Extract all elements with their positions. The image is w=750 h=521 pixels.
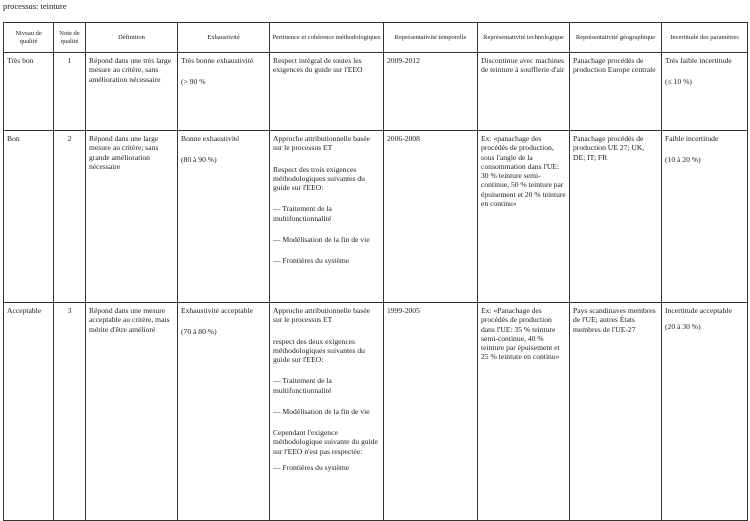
cell-geo: Panachage procédés de production UE 27; UK, DE; IT; FR <box>570 131 662 303</box>
header-row <box>4 23 748 53</box>
pertinence-item: — Modélisation de la fin de vie <box>273 234 370 244</box>
cell-pertinence <box>270 53 384 131</box>
cell-temporal: 2009-2012 <box>384 53 478 131</box>
pertinence-text: Respect intégral de toutes les exigences du guide sur l'EEO <box>273 56 363 75</box>
pertinence-item: — Traitement de la multifonctionnalité <box>273 204 332 223</box>
uncert-label: Incertitude acceptable <box>665 306 732 315</box>
uncert-label: Faible incertitude <box>665 134 719 143</box>
cell-exhaustivite <box>178 131 270 303</box>
header-temporelle: Représentativité temporelle <box>384 23 478 53</box>
exhaust-range: (70 à 80 %) <box>181 327 217 337</box>
cell-note: 3 <box>54 303 86 521</box>
uncert-range: (≤ 10 %) <box>665 77 692 87</box>
cell-uncertainty <box>662 303 748 521</box>
pertinence-item: — Frontières du système <box>273 462 350 472</box>
cell-techno: Discontinue avec machines de teinture à soufflerie d'air <box>478 53 570 131</box>
table-row <box>4 131 748 303</box>
cell-level: Très bon <box>4 53 54 131</box>
header-technologique: Représentativité technologique <box>478 23 570 53</box>
cell-geo: Pays scandinaves membres de l'UE; autres États membres de l'UE-27 <box>570 303 662 521</box>
cell-uncertainty <box>662 131 748 303</box>
exhaust-label: Très bonne exhaustivité <box>181 56 254 65</box>
cell-temporal: 1999-2005 <box>384 303 478 521</box>
cell-exhaustivite <box>178 53 270 131</box>
header-incertitude: Incertitude des paramètres <box>662 23 748 53</box>
header-note: Note de qualité <box>54 23 86 53</box>
data-quality-table <box>3 22 748 521</box>
cell-temporal: 2006-2008 <box>384 131 478 303</box>
cell-uncertainty <box>662 53 748 131</box>
pertinence-item: — Frontières du système <box>273 256 350 265</box>
uncert-label: Très faible incertitude <box>665 56 732 65</box>
cell-techno: Ex: «Panachage des procédés de production dans l'UE: 35 % teinture semi-continue, 40 % teinture par épuisement et 25 % teinture en continu» <box>478 303 570 521</box>
cell-level: Bon <box>4 131 54 303</box>
pertinence-text: respect des deux exigences méthodologiques suivantes du guide sur l'EEO: <box>273 336 365 364</box>
cell-definition: Répond dans une très large mesure au critère, sans amélioration nécessaire <box>86 53 178 131</box>
cell-geo: Panachage procédés de production Europe centrale <box>570 53 662 131</box>
cell-pertinence <box>270 131 384 303</box>
header-geographique: Représentativité géographique <box>570 23 662 53</box>
exhaust-label: Exhaustivité acceptable <box>181 306 253 315</box>
exhaust-range: (80 à 90 %) <box>181 155 217 165</box>
pertinence-text: Respect des trois exigences méthodologiques suivantes du guide sur l'EEO: <box>273 164 365 192</box>
pertinence-item: — Traitement de la multifonctionnalité <box>273 376 332 395</box>
cell-pertinence <box>270 303 384 521</box>
pertinence-text: Approche attributionnelle basée sur le processus ET <box>273 134 370 153</box>
cell-exhaustivite <box>178 303 270 521</box>
pertinence-item: — Modélisation de la fin de vie <box>273 406 370 416</box>
pertinence-text: Approche attributionnelle basée sur le processus ET <box>273 306 370 325</box>
cell-level: Acceptable <box>4 303 54 521</box>
header-exhaustivite: Exhaustivité <box>178 23 270 53</box>
exhaust-label: Bonne exhaustivité <box>181 134 240 143</box>
cell-definition: Répond dans une large mesure au critère; sans grande amélioration nécessaire <box>86 131 178 303</box>
header-pertinence: Pertinence et cohérence méthodologiques <box>270 23 384 53</box>
uncert-range: (10 à 20 %) <box>665 155 701 165</box>
cell-definition: Répond dans une mesure acceptable au critère, mais mérite d'être amélioré <box>86 303 178 521</box>
table-row <box>4 303 748 521</box>
table-caption: processus: teinture <box>3 1 67 11</box>
cell-note: 1 <box>54 53 86 131</box>
cell-techno: Ex: «panachage des procédés de production, sous l'angle de la consommation dans l'UE: 30 % teinture semi-continue, 50 % teinture par épuisement et 20 % teinture en continu» <box>478 131 570 303</box>
pertinence-text: Cependant l'exigence méthodologique suivante du guide sur l'EEO n'est pas respectée: <box>273 428 378 456</box>
header-definition: Définition <box>86 23 178 53</box>
header-niveau: Niveau de qualité <box>4 23 54 53</box>
table-row <box>4 53 748 131</box>
exhaust-range: (> 90 % <box>181 77 206 87</box>
cell-note: 2 <box>54 131 86 303</box>
uncert-range: (20 à 30 %) <box>665 322 701 332</box>
